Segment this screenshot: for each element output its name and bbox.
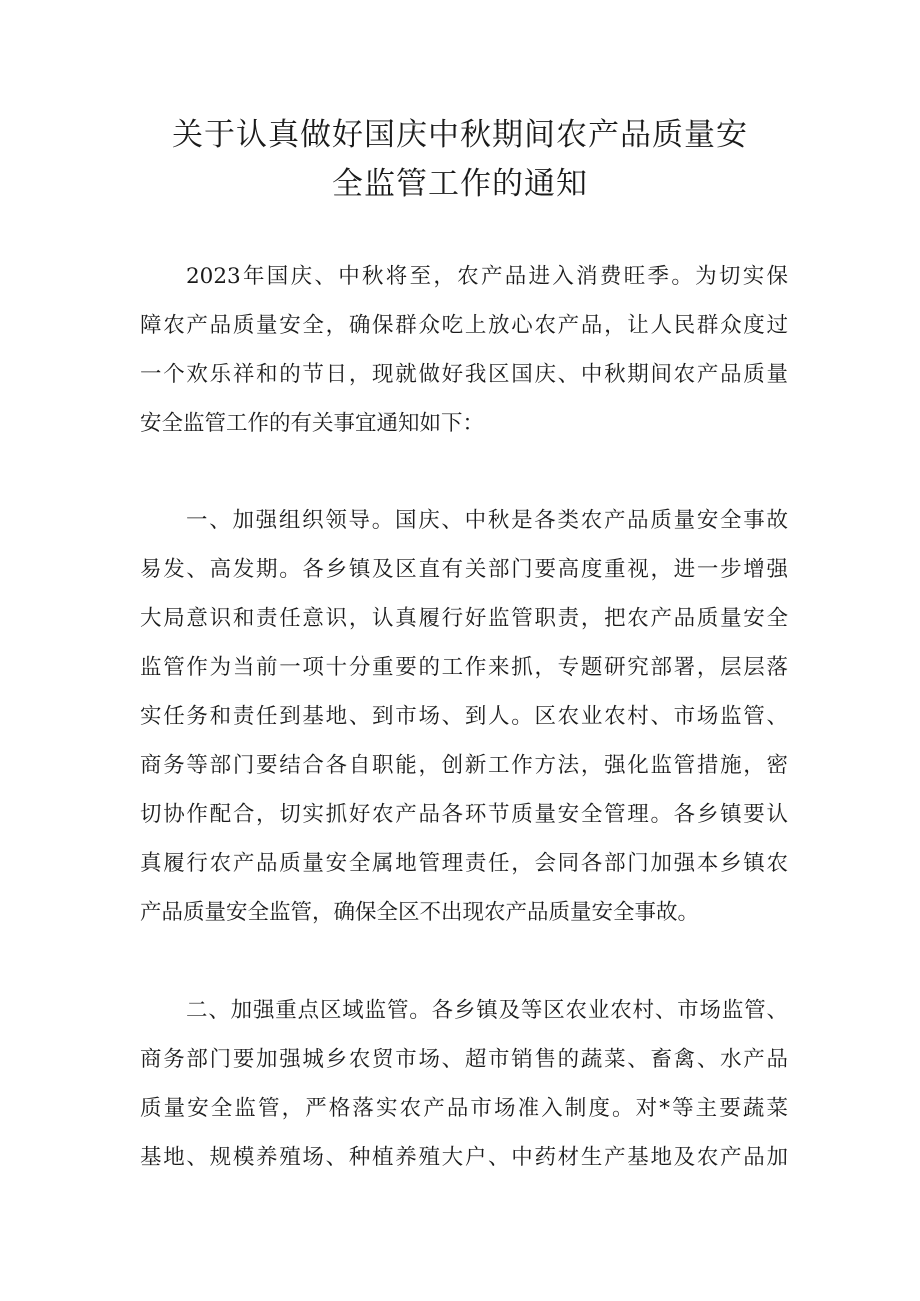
paragraph-line: 基地、规模养殖场、种植养殖大户、中药材生产基地及农产品加 — [140, 1145, 788, 1170]
paragraph-line: 产品质量安全监管，确保全区不出现农产品质量安全事故。 — [140, 900, 700, 925]
paragraph-line: 安全监管工作的有关事宜通知如下： — [140, 411, 485, 436]
document-title-line-2: 全监管工作的通知 — [332, 166, 588, 202]
paragraph-line: 切协作配合，切实抓好农产品各环节质量安全管理。各乡镇要认 — [140, 802, 788, 827]
paragraph-line: 障农产品质量安全，确保群众吃上放心农产品，让人民群众度过 — [140, 313, 788, 338]
paragraph-line: 监管作为当前一项十分重要的工作来抓，专题研究部署，层层落 — [140, 655, 788, 680]
paragraph-line: 二、加强重点区域监管。各乡镇及等区农业农村、市场监管、 — [186, 998, 788, 1023]
paragraph-line: 真履行农产品质量安全属地管理责任，会同各部门加强本乡镇农 — [140, 851, 788, 876]
document-title-line-1: 关于认真做好国庆中秋期间农产品质量安 — [172, 117, 748, 153]
paragraph-line: 质量安全监管，严格落实农产品市场准入制度。对*等主要蔬菜 — [140, 1096, 788, 1121]
paragraph-line: 大局意识和责任意识，认真履行好监管职责，把农产品质量安全 — [140, 606, 788, 631]
paragraph-line: 商务等部门要结合各自职能，创新工作方法，强化监管措施，密 — [140, 753, 788, 778]
paragraph-line: 一、加强组织领导。国庆、中秋是各类农产品质量安全事故 — [186, 508, 788, 533]
paragraph-line: 实任务和责任到基地、到市场、到人。区农业农村、市场监管、 — [140, 704, 788, 729]
paragraph-line: 商务部门要加强城乡农贸市场、超市销售的蔬菜、畜禽、水产品 — [140, 1047, 788, 1072]
paragraph-line: 易发、高发期。各乡镇及区直有关部门要高度重视，进一步增强 — [140, 557, 788, 582]
paragraph-line: 2023年国庆、中秋将至，农产品进入消费旺季。为切实保 — [186, 264, 788, 289]
paragraph-line: 一个欢乐祥和的节日，现就做好我区国庆、中秋期间农产品质量 — [140, 362, 788, 387]
